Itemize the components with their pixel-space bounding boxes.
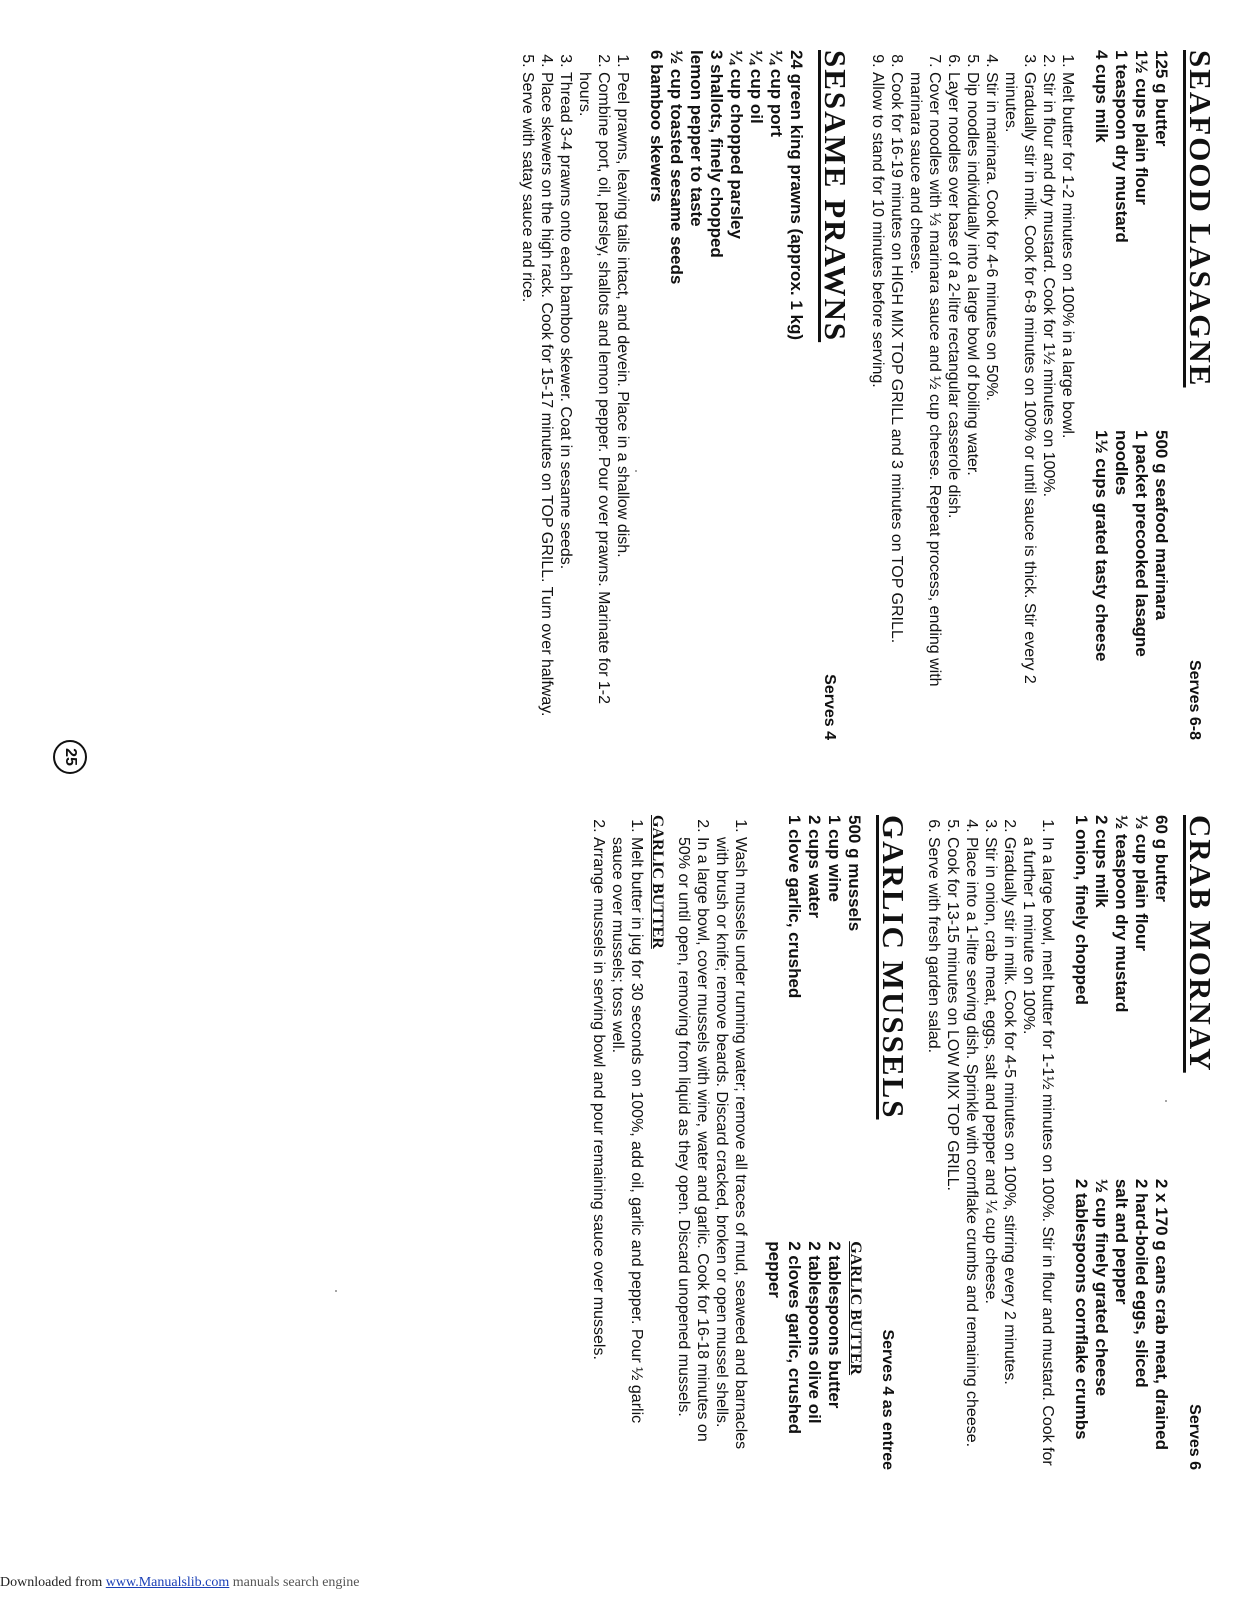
ingredient: salt and pepper — [1112, 1178, 1131, 1305]
method-step: 4. Place skewers on the high rack. Cook for 15-17 minutes on TOP GRILL. Turn over halfway. — [537, 72, 556, 740]
garlic-butter-method-heading: GARLIC BUTTER — [649, 815, 666, 949]
ingredient: 1 cup wine — [825, 815, 844, 902]
recipe-sesame-prawns — [518, 50, 852, 740]
footer-suffix: manuals search engine — [229, 1575, 360, 1590]
method-step: 5. Serve with satay sauce and rice. — [518, 72, 537, 740]
ingredient: 2 cups milk — [1092, 815, 1111, 908]
ingredient: 500 g mussels — [845, 815, 864, 932]
serves-label: Serves 6-8 — [1186, 659, 1203, 740]
method-step: 6. Layer noodles over base of a 2-litre rectangular casserole dish. — [944, 72, 963, 740]
method-step: 8. Cook for 16-19 minutes on HIGH MIX TOP GRILL and 3 minutes on TOP GRILL. — [887, 72, 906, 740]
ingredient: 2 tablespoons cornflake crumbs — [1072, 1178, 1091, 1440]
ingredients — [764, 815, 864, 1470]
method-step: 2. Arrange mussels in serving bowl and pour remaining sauce over mussels. — [589, 837, 608, 1470]
ingredient: 60 g butter — [1152, 815, 1171, 902]
ingredient: 4 cups milk — [1092, 50, 1111, 143]
download-footer — [0, 1575, 360, 1591]
method-step: 1. Melt butter for 1-2 minutes on 100% in a large bowl. — [1058, 72, 1077, 740]
serves-label: Serves 4 — [821, 674, 838, 740]
left-column — [518, 50, 1217, 740]
ingredient: ½ cup toasted sesame seeds — [667, 50, 686, 285]
method-steps — [868, 50, 1077, 740]
method-step: 1. Peel prawns, leaving tails intact, and devein. Place in a shallow dish. — [613, 72, 632, 740]
method-step: 2. In a large bowl, cover mussels with wine, water and garlic. Cook for 16-18 minutes on 50% or until open, removing from liquid as they open. Discard unopened mussels. — [674, 837, 712, 1470]
ingredient: 1 clove garlic, crushed — [785, 815, 804, 999]
recipe-garlic-mussels — [589, 815, 910, 1470]
method-step: 9. Allow to stand for 10 minutes before serving. — [868, 72, 887, 740]
ingredient: 2 tablespoons olive oil — [805, 1241, 824, 1424]
ingredients-list — [646, 50, 806, 340]
title-row — [818, 50, 852, 740]
recipe-seafood-lasagne — [868, 50, 1217, 740]
ingredient: 1 packet precooked lasagne noodles — [1112, 430, 1151, 657]
ingredient: 24 green king prawns (approx. 1 kg) — [787, 50, 806, 341]
method-step: 5. Dip noodles individually into a large bowl of boiling water. — [963, 72, 982, 740]
ingredient: 2 cloves garlic, crushed — [785, 1241, 804, 1434]
method-step: 4. Place into a 1-litre serving dish. Sprinkle with cornflake crumbs and remaining cheese. — [962, 837, 981, 1470]
ingredient: 1 onion, finely chopped — [1072, 815, 1091, 1005]
scan-speck — [635, 470, 637, 472]
ingredients-list — [764, 815, 864, 998]
ingredient: 1½ cups plain flour — [1132, 50, 1151, 205]
manualslib-link[interactable]: www.Manualslib.com — [105, 1575, 230, 1590]
method-step: 2. Combine port, oil, parsley, shallots and lemon pepper. Pour over prawns. Marinate for 1-2 hours. — [575, 72, 613, 740]
ingredients-list-left — [1091, 50, 1171, 243]
ingredients — [1071, 815, 1171, 1470]
method-step: 2. Stir in flour and dry mustard. Cook for 1½ minutes on 100%. — [1039, 72, 1058, 740]
ingredient: 2 x 170 g cans crab meat, drained — [1152, 1178, 1171, 1450]
ingredient: 125 g butter — [1152, 50, 1171, 147]
right-column — [589, 815, 1217, 1470]
ingredient: ½ cup finely grated cheese — [1092, 1178, 1111, 1397]
ingredient: 1 teaspoon dry mustard — [1112, 50, 1131, 243]
ingredients-list-right — [1071, 1179, 1171, 1450]
method-step: 1. Melt butter in jug for 30 seconds on 100%, add oil, garlic and pepper. Pour ½ garlic sauce over mussels; toss well. — [608, 837, 646, 1470]
recipe-title: SESAME PRAWNS — [818, 50, 853, 343]
ingredient: 2 tablespoons butter — [825, 1241, 844, 1409]
method-steps — [924, 815, 1057, 1470]
ingredients-list-left — [1071, 815, 1171, 1012]
method-step: 1. In a large bowl, melt butter for 1-1½ minutes on 100%. Stir in flour and mustard. Cook for a further 1 minute on 100%. — [1019, 837, 1057, 1470]
ingredient: 6 bamboo skewers — [647, 50, 666, 203]
ingredients — [646, 50, 806, 740]
scan-speck — [335, 1290, 337, 1292]
serves-label: Serves 6 — [1186, 1404, 1203, 1470]
recipe-title: SEAFOOD LASAGNE — [1183, 50, 1218, 388]
garlic-butter-ingredients — [764, 1241, 864, 1434]
method-step: 2. Gradually stir in milk. Cook for 4-5 minutes on 100%, stirring every 2 minutes. — [1000, 837, 1019, 1470]
ingredients-list-right — [1091, 430, 1171, 670]
method-step: 7. Cover noodles with ⅓ marinara sauce and ½ cup cheese. Repeat process, ending with marinara sauce and cheese. — [906, 72, 944, 740]
ingredient: lemon pepper to taste — [687, 50, 706, 227]
title-row — [1183, 50, 1217, 740]
title-row — [1183, 815, 1217, 1470]
method-step: 5. Cook for 13-15 minutes on LOW MIX TOP GRILL. — [943, 837, 962, 1470]
title-row — [876, 815, 910, 1470]
ingredient: ¼ cup port — [767, 50, 786, 137]
ingredient: ⅓ cup plain flour — [1132, 815, 1151, 952]
serves-label: Serves 4 as entree — [879, 1329, 896, 1470]
ingredient: 2 hard-boiled eggs, sliced — [1132, 1178, 1151, 1388]
method-step: 3. Gradually stir in milk. Cook for 6-8 minutes on 100% or until sauce is thick. Stir every 2 minutes. — [1001, 72, 1039, 740]
method-step: 6. Serve with fresh garden salad. — [924, 837, 943, 1470]
method-steps — [674, 815, 750, 1470]
method-step: 3. Stir in onion, crab meat, eggs, salt and pepper and ¼ cup cheese. — [981, 837, 1000, 1470]
scan-speck — [1165, 1100, 1167, 1102]
footer-prefix: Downloaded from — [0, 1575, 106, 1590]
method-step: 3. Thread 3-4 prawns onto each bamboo skewer. Coat in sesame seeds. — [556, 72, 575, 740]
ingredient: ¼ cup chopped parsley — [727, 50, 746, 239]
recipe-title: CRAB MORNAY — [1183, 815, 1218, 1073]
ingredient: 1½ cups grated tasty cheese — [1092, 430, 1111, 662]
ingredients-list — [764, 1241, 844, 1434]
method-step: 1. Wash mussels under running water; remove all traces of mud, seaweed and barnacles with brush or knife; remove beards. Discard cracked, broken or open mussel shells. — [712, 837, 750, 1470]
ingredient: 500 g seafood marinara — [1152, 430, 1171, 620]
page-number: 25 — [53, 740, 87, 774]
ingredient: 2 cups water — [805, 815, 824, 918]
garlic-butter-steps — [589, 815, 646, 1470]
recipe-crab-mornay — [924, 815, 1217, 1470]
recipe-title: GARLIC MUSSELS — [876, 815, 911, 1120]
garlic-butter-heading: GARLIC BUTTER — [847, 1241, 864, 1376]
ingredient: 3 shallots, finely chopped — [707, 50, 726, 258]
ingredient: pepper — [765, 1241, 784, 1298]
ingredient: ¼ cup oil — [747, 50, 766, 124]
method-step: 4. Stir in marinara. Cook for 4-6 minutes on 50%. — [982, 72, 1001, 740]
ingredients — [1091, 50, 1171, 740]
method-steps — [518, 50, 632, 740]
ingredient: ½ teaspoon dry mustard — [1112, 815, 1131, 1013]
